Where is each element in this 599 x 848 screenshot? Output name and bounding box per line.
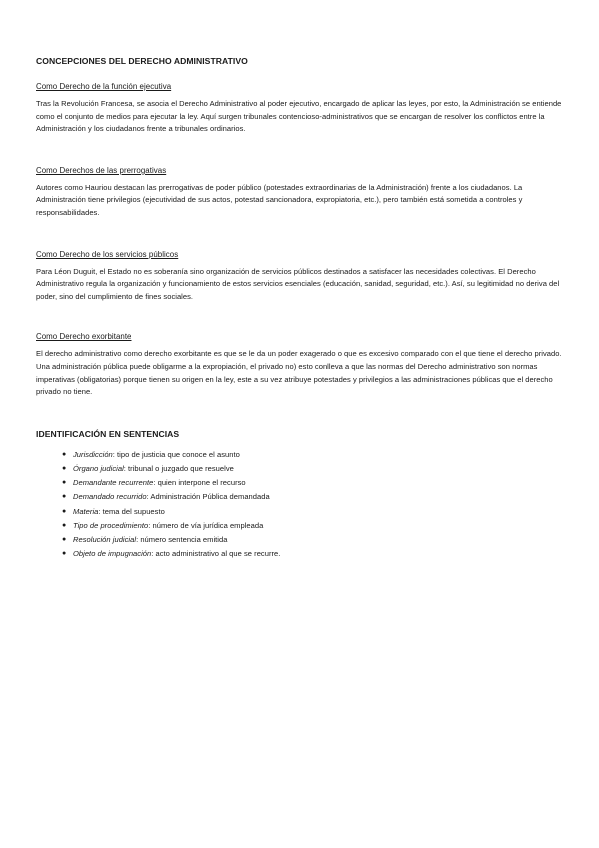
list-item [62,519,562,533]
item-description: : número sentencia emitida [136,534,228,544]
section-exorbitante [36,332,562,398]
list-item [62,533,562,547]
item-term: Órgano judicial [73,463,124,473]
list-item [62,448,562,462]
list-item [62,490,562,504]
bullet-icon: ● [62,450,67,458]
bullet-icon: ● [62,507,67,515]
section-heading: Como Derecho exorbitante [36,332,132,342]
section-heading: Como Derecho de los servicios públicos [36,249,179,259]
section-prerrogativas [36,166,562,220]
item-term: Demandado recurrido [73,492,147,502]
identification-title: IDENTIFICACIÓN EN SENTENCIAS [36,428,180,439]
item-term: Materia [73,506,99,516]
identification-list [36,448,562,562]
document-page [36,56,562,561]
item-term: Resolución judicial [73,534,137,544]
item-description: : Administración Pública demandada [146,492,270,502]
document-title: CONCEPCIONES DEL DERECHO ADMINISTRATIVO [36,56,248,66]
item-description: : tipo de justicia que conoce el asunto [112,449,240,459]
section-servicios-publicos [36,250,562,304]
item-description: : número de vía jurídica empleada [148,520,264,530]
item-description: : tema del supuesto [98,506,165,516]
section-body: El derecho administrativo como derecho exorbitante es que se le da un poder exagerado o que es excesivo comparado con el que tiene el derecho privado. Una administración pública puede obligarme a la expropiación, el privado no) esto conlleva a que las normas del Derecho administrativo son normas imperativas (obligatorias) porque tienen su origen en la ley, este a su vez atribuye potestades y privilegios a las administraciones públicas que el derecho privado no tiene. [36,349,562,397]
item-term: Jurisdicción [73,449,113,459]
section-heading: Como Derecho de la función ejecutiva [36,82,172,91]
list-item [62,505,562,519]
section-body: Tras la Revolución Francesa, se asocia el Derecho Administrativo al poder ejecutivo, encargado de aplicar las leyes, por esto, la Administración se entiende como el conjunto de medios para ejecutar la ley. Aquí surgen tribunales contencioso-administrativos que se encargan de resolver los conflictos entre la Administración y los ciudadanos frente a tribunales ordinarios. [36,99,562,134]
section-body: Autores como Hauriou destacan las prerrogativas de poder público (potestades extraordinarias de la Administración) frente a los ciudadanos. La Administración tiene privilegios (ejecutividad de sus actos, potestad sancionadora, expropiatoria, etc.), pero también está sometida a controles y responsabilidades. [36,182,523,217]
list-item [62,547,562,561]
item-description: : tribunal o juzgado que resuelve [123,463,234,473]
bullet-icon: ● [62,493,67,501]
bullet-icon: ● [62,550,67,558]
section-body: Para Léon Duguit, el Estado no es soberanía sino organización de servicios públicos destinados a satisfacer las necesidades colectivas. El Derecho Administrativo regula la organización y funcionamiento de estos servicios esenciales (educación, sanidad, seguridad, etc.). Así, su legitimidad no deriva del poder, sino del cumplimiento de fines sociales. [36,266,560,301]
bullet-icon: ● [62,479,67,487]
item-description: : quien interpone el recurso [153,478,246,488]
bullet-icon: ● [62,464,67,472]
item-term: Objeto de impugnación [73,549,152,559]
bullet-icon: ● [62,535,67,543]
section-heading: Como Derechos de las prerrogativas [36,165,167,175]
list-item [62,462,562,476]
item-term: Tipo de procedimiento [73,520,149,530]
item-description: : acto administrativo al que se recurre. [151,549,281,559]
list-item [62,476,562,490]
bullet-icon: ● [62,521,67,529]
item-term: Demandante recurrente [73,478,154,488]
section-funcion-ejecutiva [36,82,562,136]
